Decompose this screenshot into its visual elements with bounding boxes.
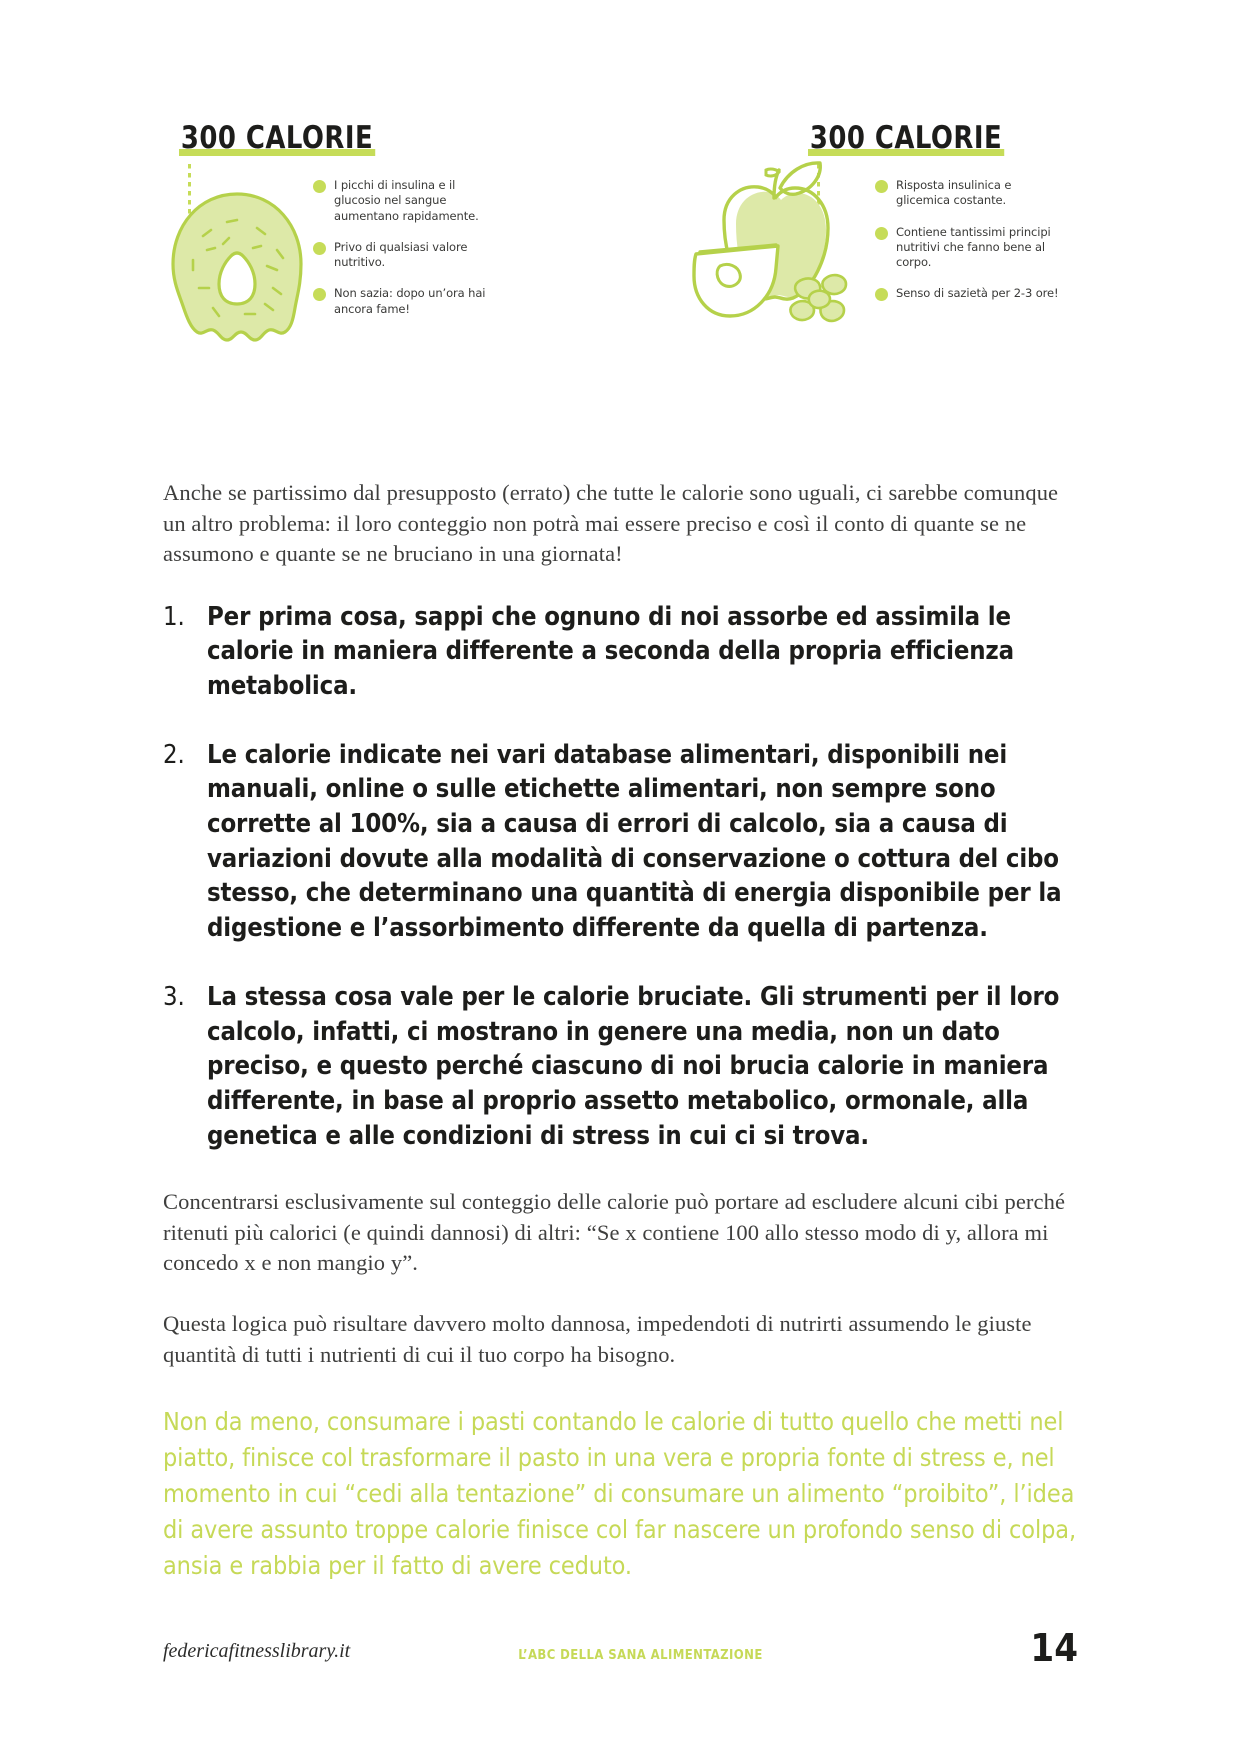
- bullet-label: Contiene tantissimi principi nutritivi che fanno bene al corpo.: [896, 224, 1051, 270]
- bullet-label: Non sazia: dopo un’ora hai ancora fame!: [334, 286, 486, 316]
- bullet-dot-icon: [875, 180, 888, 193]
- list-item: Le calorie indicate nei vari database alimentari, disponibili nei manuali, online o sulle etichette alimentari, non sempre sono corrette al 100%, sia a causa di errori di calcolo, sia a causa di variazioni dovute alla modalità di conservazione o cottura del cibo stesso, che determinano una quantità di energia disponibile per la digestione e l’assorbimento differente da quella di partenza.: [207, 739, 1062, 944]
- apple-icon: [662, 158, 862, 353]
- list-item: [875, 286, 1060, 301]
- numbered-list: [163, 600, 1078, 1153]
- apple-calorie-title: 300 CALORIE: [809, 120, 1003, 156]
- green-highlight-paragraph: Non da meno, consumare i pasti contando le calorie di tutto quello che metti nel piatto, finisce col trasformare il pasto in una vera e propria fonte di stress e, nel momento in cui “cedi alla tentazione” di consumare un alimento “proibito”, l’idea di avere assunto troppe calorie finisce col far nascere un profondo senso di colpa, ansia e rabbia per il fatto di avere ceduto.: [163, 1407, 1077, 1581]
- list-item: La stessa cosa vale per le calorie bruciate. Gli strumenti per il loro calcolo, infatti, ci mostrano in genere una media, non un dato preciso, e questo perché ciascuno di noi brucia calorie in maniera differente, in base al proprio assetto metabolico, ormonale, alla genetica e alle condizioni di stress in cui ci si trova.: [207, 981, 1060, 1151]
- list-item: [875, 178, 1060, 209]
- apple-title-wrap: [808, 122, 1019, 156]
- list-item: [313, 286, 488, 317]
- bullet-label: I picchi di insulina e il glucosio nel sangue aumentano rapidamente.: [334, 178, 479, 223]
- bullet-label: Privo di qualsiasi valore nutritivo.: [334, 239, 468, 270]
- apple-bullet-list: [875, 178, 1060, 318]
- bullet-dot-icon: [313, 288, 326, 301]
- intro-paragraph: Anche se partissimo dal presupposto (errato) che tutte le calorie sono uguali, ci sarebbe comunque un altro problema: il loro conteggio non potrà mai essere preciso e così il conto di quante se ne assumono e quante se ne bruciano in una giornata!: [163, 480, 1059, 567]
- page-number: 14: [1030, 1626, 1078, 1670]
- bullet-dot-icon: [313, 180, 326, 193]
- bullet-dot-icon: [313, 242, 326, 255]
- infographic-panel-donut: [165, 100, 585, 400]
- list-item: [875, 225, 1060, 271]
- donut-bullet-list: [313, 178, 488, 333]
- donut-title-wrap: [179, 122, 390, 156]
- list-item: [313, 178, 488, 224]
- donut-calorie-title: 300 CALORIE: [180, 120, 374, 156]
- footer-book-title: L’ABC DELLA SANA ALIMENTAZIONE: [518, 1648, 763, 1663]
- paragraph-after-list: Concentrarsi esclusivamente sul conteggio delle calorie può portare ad escludere alcuni cibi perché ritenuti più calorici (e quindi dannosi) di altri: “Se x contiene 100 allo stesso modo di y, allora mi concedo x e non mangio y”.: [163, 1189, 1066, 1276]
- calorie-comparison-infographic: [165, 100, 1075, 400]
- bullet-label: Senso di sazietà per 2-3 ore!: [896, 286, 1059, 301]
- bullet-dot-icon: [875, 227, 888, 240]
- list-item: Per prima cosa, sappi che ognuno di noi assorbe ed assimila le calorie in maniera differente a seconda della propria efficienza metabolica.: [207, 601, 1014, 702]
- paragraph-second: Questa logica può risultare davvero molto dannosa, impedendoti di nutrirti assumendo le giuste quantità di tutti i nutrienti di cui il tuo corpo ha bisogno.: [163, 1310, 1032, 1367]
- bullet-dot-icon: [875, 288, 888, 301]
- bullet-label: Risposta insulinica e glicemica costante.: [896, 178, 1012, 208]
- page-body: [163, 478, 1078, 1584]
- donut-icon: [167, 188, 307, 358]
- footer-website[interactable]: federicafitnesslibrary.it: [163, 1640, 351, 1662]
- list-item: [313, 240, 488, 271]
- page-footer: [163, 1626, 1078, 1680]
- infographic-panel-apple: [640, 100, 1060, 400]
